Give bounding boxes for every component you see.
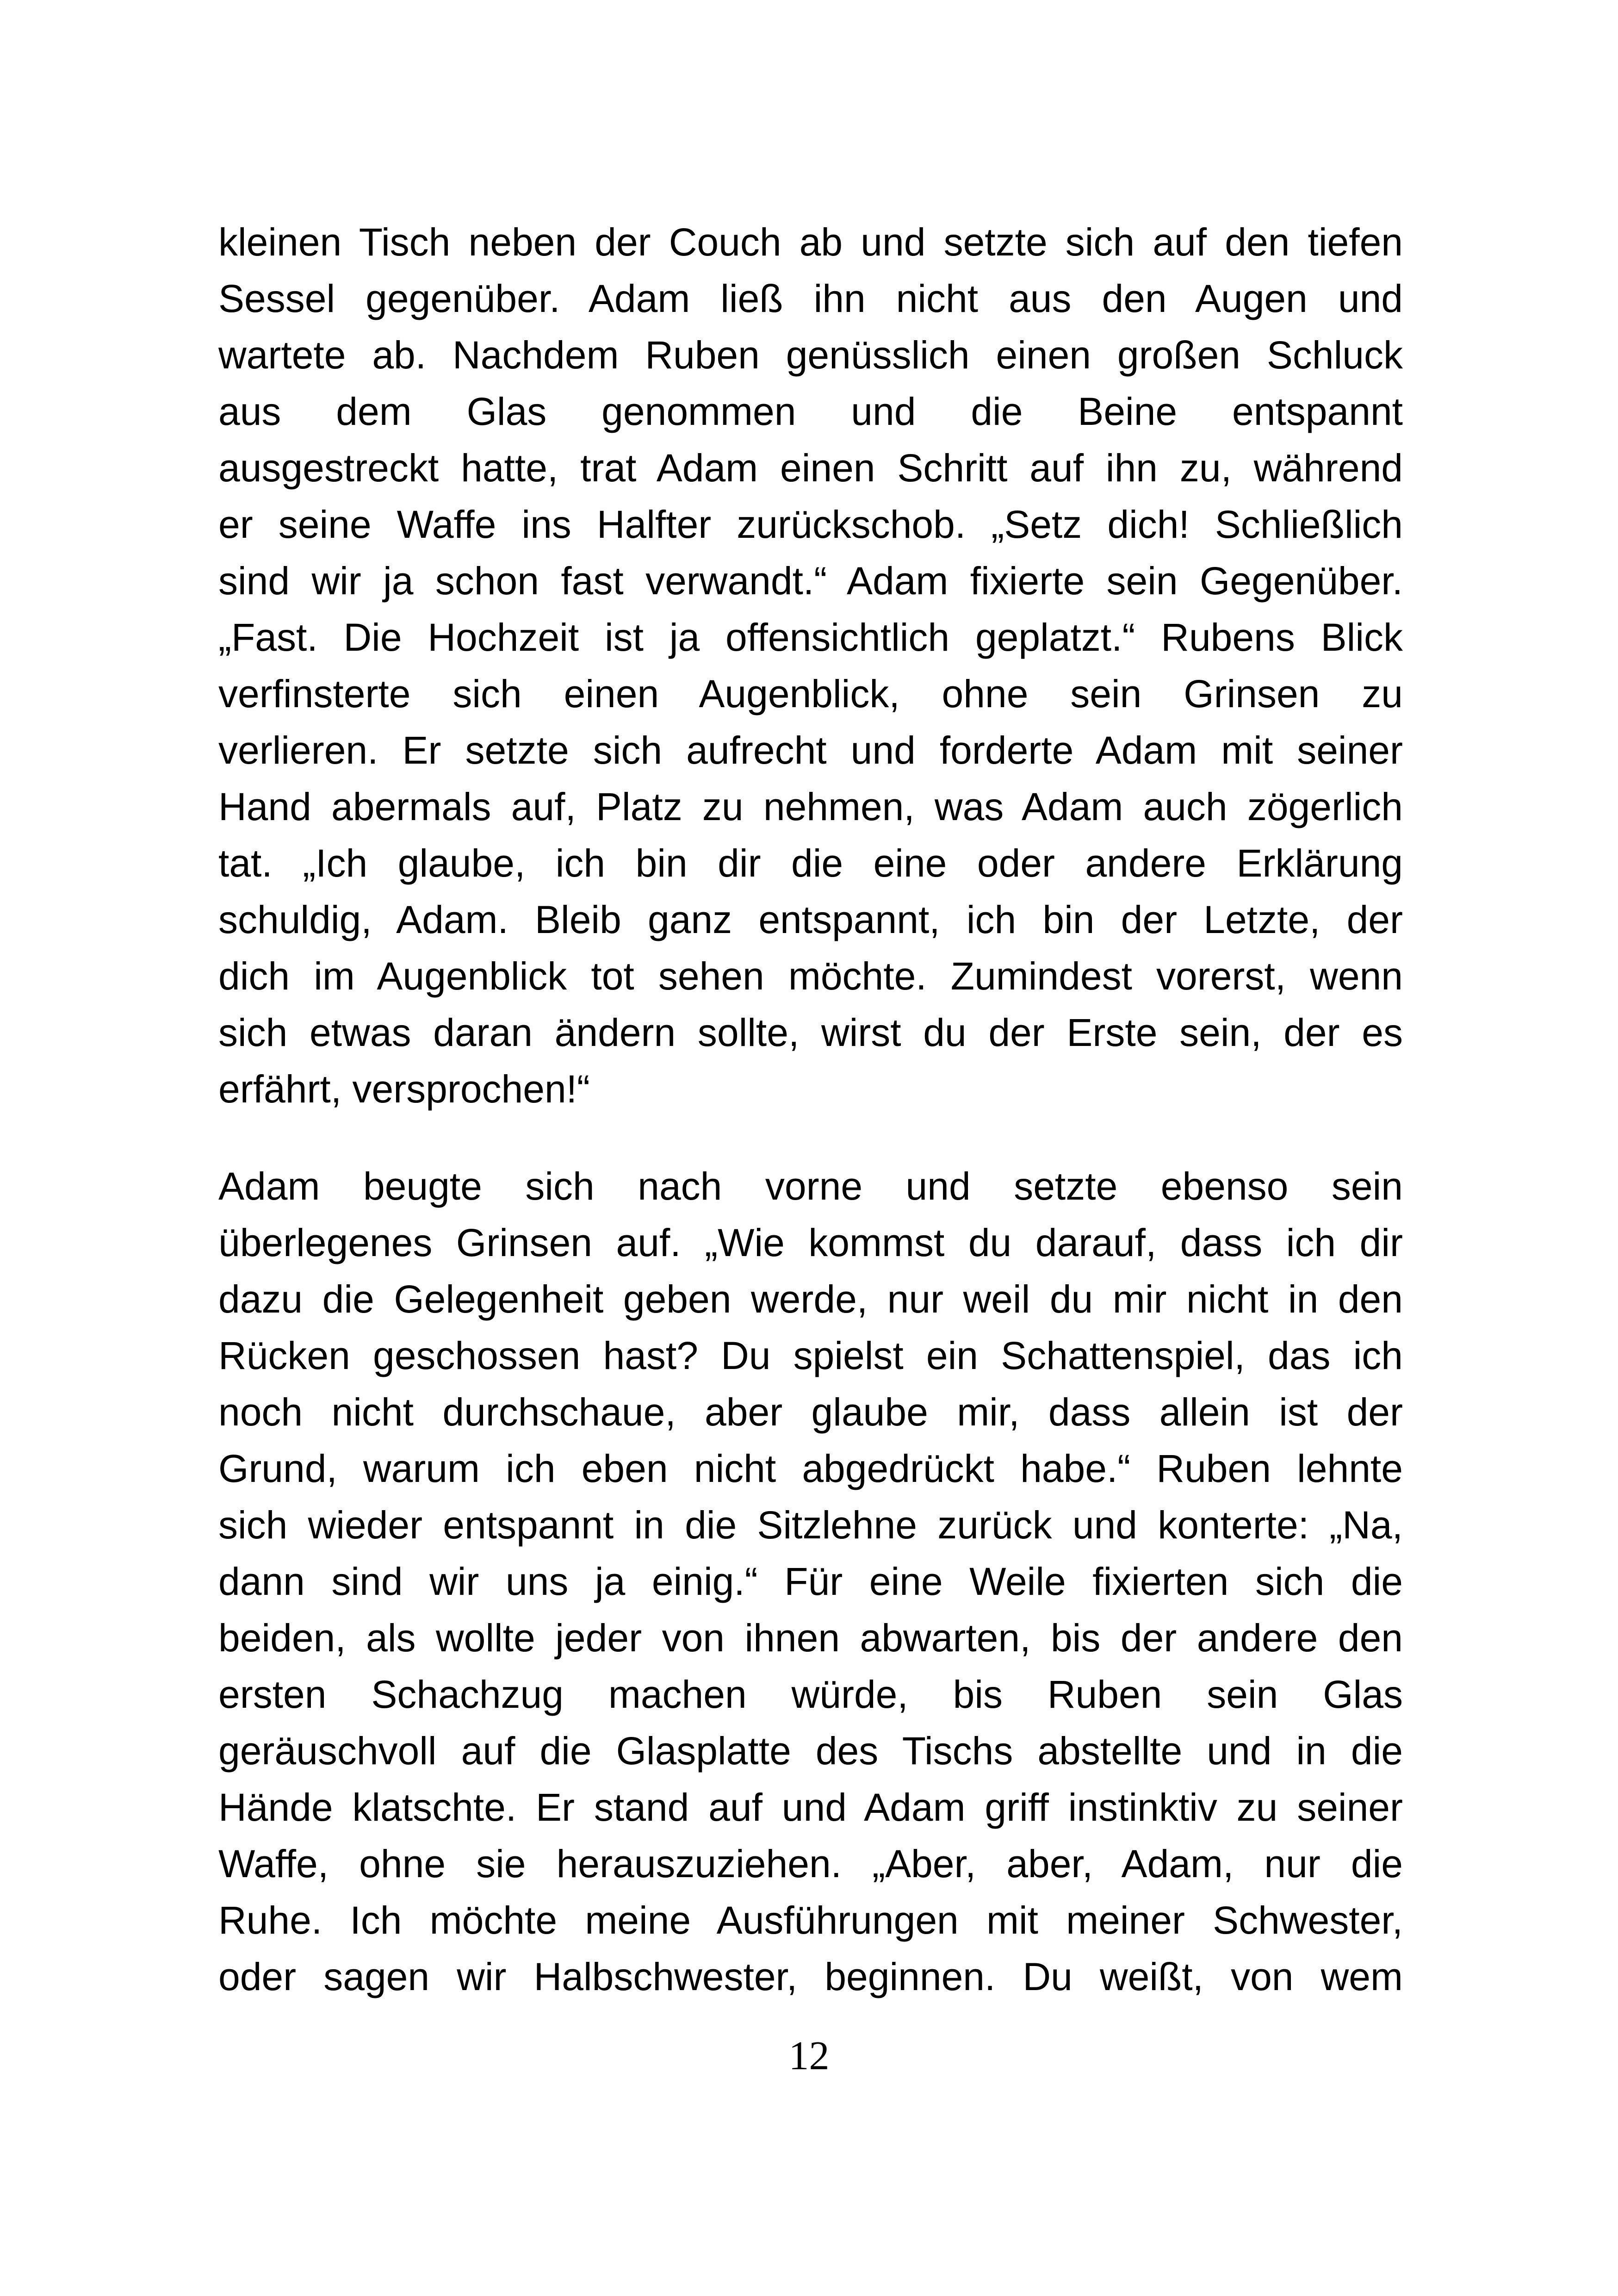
text-line: Waffe, ohne sie herauszuziehen. „Aber, aber, Adam, nur die [218,1842,1403,1885]
text-line: Hände klatschte. Er stand auf und Adam griff instinktiv zu seiner [218,1786,1403,1829]
text-line: noch nicht durchschaue, aber glaube mir, dass allein ist der [218,1390,1403,1434]
text-line: Adam beugte sich nach vorne und setzte ebenso sein [218,1164,1403,1208]
text-line: verfinsterte sich einen Augenblick, ohne sein Grinsen zu [218,672,1403,716]
text-line: geräuschvoll auf die Glasplatte des Tischs abstellte und in die [218,1729,1403,1773]
text-line: oder sagen wir Halbschwester, beginnen. Du weißt, von wem [218,1955,1403,1998]
text-line: dazu die Gelegenheit geben werde, nur weil du mir nicht in den [218,1277,1403,1321]
text-line: schuldig, Adam. Bleib ganz entspannt, ich bin der Letzte, der [218,898,1403,941]
text-line: „Fast. Die Hochzeit ist ja offensichtlich geplatzt.“ Rubens Blick [218,616,1403,659]
paragraph [218,1158,1403,2005]
text-line: dich im Augenblick tot sehen möchte. Zumindest vorerst, wenn [218,954,1403,998]
text-line: aus dem Glas genommen und die Beine entspannt [218,390,1403,433]
text-line: verlieren. Er setzte sich aufrecht und forderte Adam mit seiner [218,728,1403,772]
text-line: erfährt, versprochen!“ [218,1067,590,1111]
text-line: wartete ab. Nachdem Ruben genüsslich einen großen Schluck [218,333,1403,377]
text-line: Rücken geschossen hast? Du spielst ein Schattenspiel, das ich [218,1334,1403,1377]
text-line: er seine Waffe ins Halfter zurückschob. „Setz dich! Schließlich [218,503,1403,546]
text-line: sich etwas daran ändern sollte, wirst du der Erste sein, der es [218,1011,1403,1054]
text-line: überlegenes Grinsen auf. „Wie kommst du darauf, dass ich dir [218,1221,1403,1264]
text-line: beiden, als wollte jeder von ihnen abwarten, bis der andere den [218,1616,1403,1660]
text-line: Grund, warum ich eben nicht abgedrückt habe.“ Ruben lehnte [218,1447,1403,1490]
text-line: Ruhe. Ich möchte meine Ausführungen mit meiner Schwester, [218,1898,1403,1942]
text-line: sind wir ja schon fast verwandt.“ Adam fixierte sein Gegenüber. [218,559,1403,603]
text-line: tat. „Ich glaube, ich bin dir die eine oder andere Erklärung [218,841,1403,885]
text-line: Hand abermals auf, Platz zu nehmen, was Adam auch zögerlich [218,785,1403,828]
text-line: dann sind wir uns ja einig.“ Für eine Weile fixierten sich die [218,1560,1403,1603]
text-line: ersten Schachzug machen würde, bis Ruben sein Glas [218,1673,1403,1716]
page-number: 12 [788,2034,830,2078]
text-line: ausgestreckt hatte, trat Adam einen Schritt auf ihn zu, während [218,446,1403,490]
text-line: Sessel gegenüber. Adam ließ ihn nicht aus den Augen und [218,277,1403,320]
text-line: kleinen Tisch neben der Couch ab und setzte sich auf den tiefen [218,220,1403,264]
paragraph [218,214,1403,1117]
text-line: sich wieder entspannt in die Sitzlehne zurück und konterte: „Na, [218,1503,1403,1547]
